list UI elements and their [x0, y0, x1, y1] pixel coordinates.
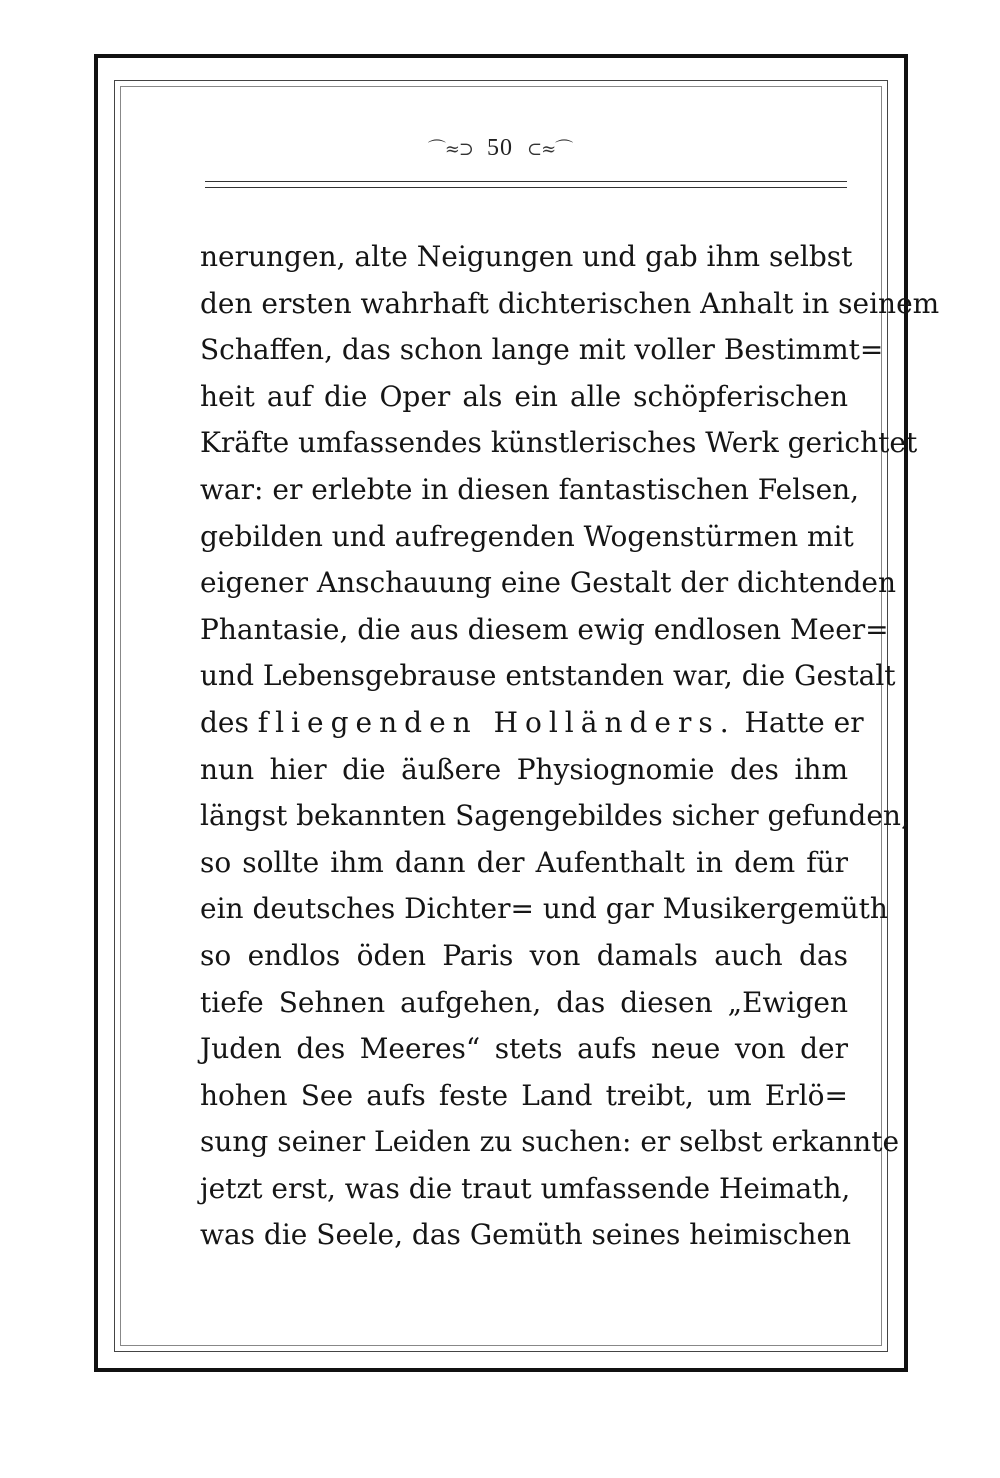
text-line: Schaffen, das schon lange mit voller Bestimmt= [200, 333, 884, 367]
text-line: sung seiner Leiden zu suchen: er selbst erkannte [200, 1125, 900, 1159]
text-line: eigener Anschauung eine Gestalt der dichtenden [200, 566, 897, 600]
text-line: so sollte ihm dann der Aufenthalt in dem für [200, 845, 848, 879]
text-line: war: er erlebte in diesen fantastischen Felsen, [200, 472, 860, 506]
text-line: Kräfte umfassendes künstlerisches Werk gerichtet [200, 426, 918, 460]
right-ornament-icon: ⊂≈⌒ [527, 139, 573, 160]
text-line: heit auf die Oper als ein alle schöpferischen [200, 379, 848, 413]
text-line: jetzt erst, was die traut umfassende Heimath, [200, 1171, 851, 1205]
text-line: und Lebensgebrause entstanden war, die Gestalt [200, 659, 896, 693]
left-ornament-icon: ⌒≈⊃ [427, 139, 473, 160]
text-line: den ersten wahrhaft dichterischen Anhalt in seinem [200, 286, 940, 320]
text-segment: Hatte er [744, 705, 864, 739]
text-line: tiefe Sehnen aufgehen, das diesen „Ewigen [200, 985, 848, 1019]
text-line: nun hier die äußere Physiognomie des ihm [200, 752, 848, 786]
page-header [0, 128, 1000, 168]
body-text [200, 234, 940, 1259]
text-line: ein deutsches Dichter= und gar Musikergemüth [200, 892, 888, 926]
page-number: 50 [487, 134, 513, 161]
text-line-spaced [200, 700, 864, 747]
text-line: so endlos öden Paris von damals auch das [200, 938, 848, 972]
text-line: hohen See aufs feste Land treibt, um Erlö= [200, 1078, 848, 1112]
text-segment: des [200, 705, 249, 739]
text-line: Phantasie, die aus diesem ewig endlosen Meer= [200, 612, 889, 646]
text-line: gebilden und aufregenden Wogenstürmen mit [200, 519, 854, 553]
text-line: Juden des Meeres“ stets aufs neue von der [200, 1032, 848, 1066]
header-rule-bottom [205, 187, 847, 188]
text-line: was die Seele, das Gemüth seines heimischen [200, 1218, 852, 1252]
text-line: längst bekannten Sagengebildes sicher gefunden, [200, 799, 910, 833]
text-line: nerungen, alte Neigungen und gab ihm selbst [200, 240, 853, 273]
header-rule-top [205, 181, 847, 182]
spaced-title: fliegenden Holländers. [257, 705, 736, 739]
